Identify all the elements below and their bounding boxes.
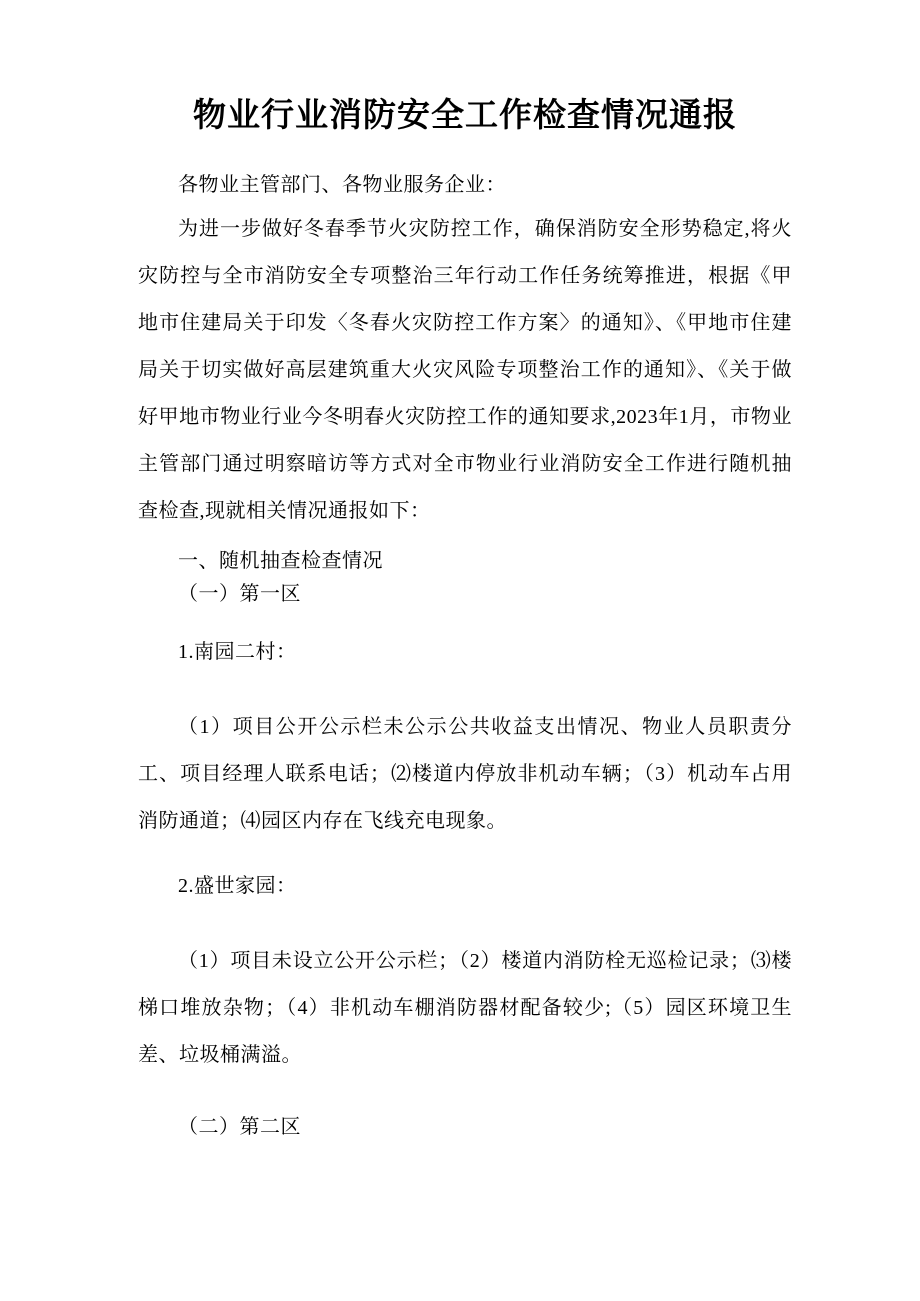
heading-section-1: 一、随机抽查检查情况 bbox=[178, 549, 383, 572]
item-title-1: 1.南园二村： bbox=[178, 640, 297, 663]
item-title-2: 2.盛世家园： bbox=[178, 874, 297, 897]
item-detail-2: （1）项目未设立公开公示栏；（2）楼道内消防栓无巡检记录；⑶楼梯口堆放杂物；（4）非机动车棚消防器材配备较少;（5）园区环境卫生差、垃圾桶满溢。 bbox=[138, 949, 792, 1066]
document-title: 物业行业消防安全工作检查情况通报 bbox=[193, 98, 737, 134]
paragraph-intro: 为进一步做好冬春季节火灾防控工作，确保消防安全形势稳定,将火灾防控与全市消防安全专项整治三年行动工作任务统筹推进，根据《甲地市住建局关于印发〈冬春火灾防控工作方案〉的通知》、《甲地市住建局关于切实做好高层建筑重大火灾风险专项整治工作的通知》、《关于做好甲地市物业行业今冬明春火灾防控工作的通知要求,2023年1月，市物业主管部门通过明察暗访等方式对全市物业行业消防安全工作进行随机抽查检查,现就相关情况通报如下： bbox=[138, 217, 792, 522]
paragraph-salutation: 各物业主管部门、各物业服务企业： bbox=[178, 173, 506, 196]
item-detail-1: （1）项目公开公示栏未公示公共收益支出情况、物业人员职责分工、项目经理人联系电话；⑵楼道内停放非机动车辆；（3）机动车占用消防通道；⑷园区内存在飞线充电现象。 bbox=[138, 715, 792, 832]
heading-subsection-2: （二）第二区 bbox=[178, 1115, 301, 1138]
heading-subsection-1: （一）第一区 bbox=[178, 582, 301, 605]
